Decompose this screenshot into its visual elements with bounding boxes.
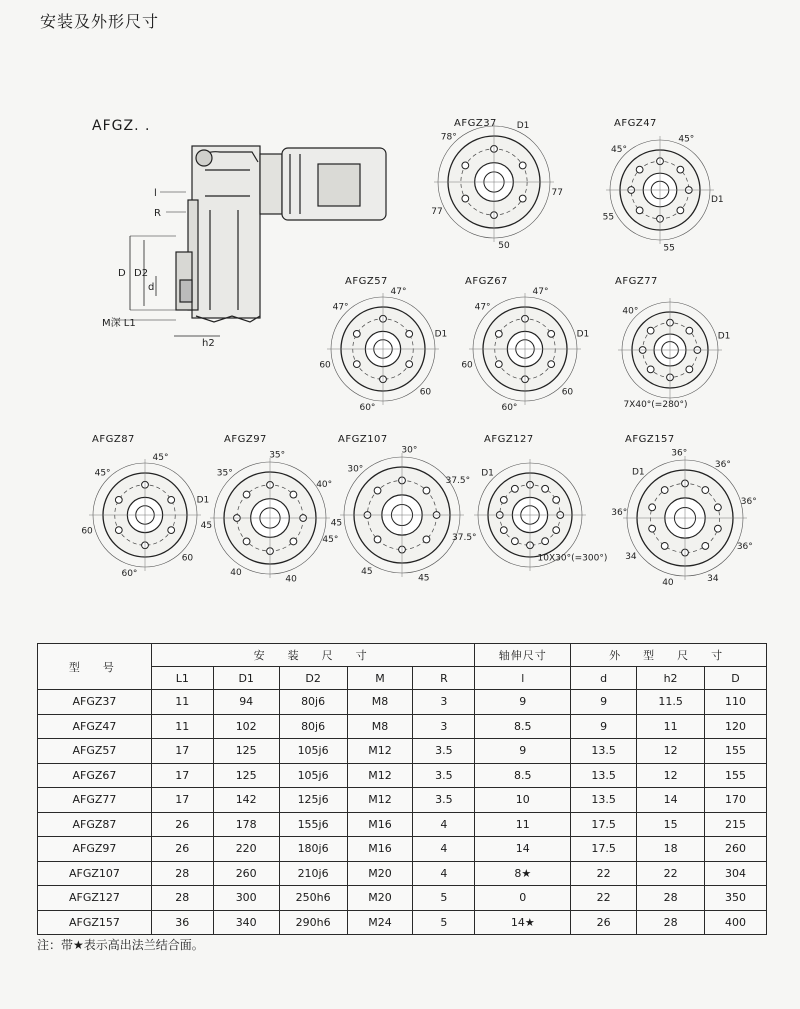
value-cell: 12 [637, 763, 705, 788]
header-D: D [705, 667, 767, 690]
flange-dimension-label: 45° [678, 134, 695, 145]
value-cell: 28 [151, 861, 213, 886]
flange-dimension-label: 40° [622, 306, 639, 317]
flange-dimension-label: 47° [332, 302, 349, 313]
value-cell: 105j6 [279, 763, 347, 788]
flange-label: AFGZ127 [484, 434, 534, 445]
value-cell: 28 [637, 910, 705, 935]
value-cell: 110 [705, 690, 767, 715]
value-cell: 155 [705, 763, 767, 788]
footnote: 注：带★表示高出法兰结合面。 [37, 938, 204, 952]
value-cell: 22 [571, 886, 637, 911]
value-cell: 12 [637, 739, 705, 764]
flange-dimension-label: D1 [717, 331, 731, 342]
table-row [38, 739, 767, 764]
value-cell: 125 [213, 739, 279, 764]
bolt-hole [636, 166, 643, 173]
value-cell: 18 [637, 837, 705, 862]
flange-dimension-label: 36° [611, 508, 628, 519]
bolt-hole [115, 527, 122, 534]
flange-dimension-label: D1 [481, 468, 494, 479]
value-cell: 9 [571, 714, 637, 739]
value-cell: 26 [151, 837, 213, 862]
flange-dimension-label: 45 [418, 573, 430, 584]
value-cell: 36 [151, 910, 213, 935]
flange-dimension-label: 55 [602, 212, 615, 223]
table-row [38, 690, 767, 715]
flange-label: AFGZ87 [92, 434, 135, 445]
table-row [38, 812, 767, 837]
value-cell: 13.5 [571, 763, 637, 788]
bolt-hole [548, 361, 555, 368]
flange-dimension-label: 34 [707, 573, 719, 584]
bolt-hole [374, 536, 381, 543]
flange-dimension-label: 35° [216, 468, 233, 479]
value-cell: 3.5 [413, 788, 475, 813]
value-cell: 8★ [475, 861, 571, 886]
value-cell: 220 [213, 837, 279, 862]
bolt-hole [519, 195, 526, 202]
flange-drawing [458, 443, 608, 587]
flange-label: AFGZ67 [465, 276, 508, 287]
bolt-hole [243, 491, 250, 498]
bolt-hole [553, 527, 560, 534]
value-cell: 170 [705, 788, 767, 813]
value-cell: 0 [475, 886, 571, 911]
value-cell: 125 [213, 763, 279, 788]
bolt-hole [542, 538, 549, 545]
value-cell: 10 [475, 788, 571, 813]
header-shaft: 轴伸尺寸 [475, 644, 571, 667]
flange-dimension-label: D1 [196, 495, 210, 506]
value-cell: M12 [347, 739, 413, 764]
bolt-hole [290, 491, 297, 498]
flange-dimension-label: D1 [434, 329, 448, 340]
value-cell: 180j6 [279, 837, 347, 862]
flange-dimension-label: 40 [230, 568, 242, 579]
table-row [38, 714, 767, 739]
value-cell: 80j6 [279, 714, 347, 739]
header-R: R [413, 667, 475, 690]
flange-dimension-label: D1 [710, 195, 724, 206]
header-install: 安 装 尺 寸 [151, 644, 475, 667]
flange-dimension-label: D1 [632, 467, 645, 478]
value-cell: 14 [475, 837, 571, 862]
value-cell: 15 [637, 812, 705, 837]
bolt-hole [647, 366, 654, 373]
flange-dimension-label: D1 [576, 329, 590, 340]
dimension-table [37, 643, 767, 935]
flange-dimension-label: 55 [663, 243, 675, 254]
flange-dimension-label: 50 [498, 241, 510, 252]
bolt-hole [500, 527, 507, 534]
flange-dimension-label: 45° [322, 535, 339, 546]
model-cell: AFGZ97 [38, 837, 152, 862]
value-cell: 3 [413, 690, 475, 715]
flange-dimension-label: 78° [440, 132, 457, 143]
value-cell: M12 [347, 788, 413, 813]
header-d: d [571, 667, 637, 690]
flange-dimension-label: D1 [516, 120, 530, 131]
flange-dimension-label: 10X30°(=300°) [537, 553, 608, 564]
table-row [38, 788, 767, 813]
value-cell: 17 [151, 788, 213, 813]
value-cell: M20 [347, 861, 413, 886]
bolt-hole [702, 543, 709, 550]
flange-drawing [607, 440, 763, 596]
value-cell: 9 [475, 739, 571, 764]
table-row [38, 861, 767, 886]
bolt-hole [406, 361, 413, 368]
dimension-table-container [37, 643, 767, 935]
model-cell: AFGZ37 [38, 690, 152, 715]
flange-dimension-label: 60 [561, 387, 574, 398]
flange-dimension-label: 45 [330, 518, 343, 529]
model-cell: AFGZ77 [38, 788, 152, 813]
bolt-hole [168, 527, 175, 534]
bolt-hole [243, 538, 250, 545]
table-row [38, 763, 767, 788]
header-model: 型 号 [38, 644, 152, 690]
bolt-hole [462, 195, 469, 202]
value-cell: 4 [413, 837, 475, 862]
value-cell: 28 [637, 886, 705, 911]
value-cell: M12 [347, 763, 413, 788]
model-cell: AFGZ67 [38, 763, 152, 788]
value-cell: 4 [413, 812, 475, 837]
flange-dimension-label: 60 [319, 360, 331, 371]
bolt-hole [115, 496, 122, 503]
flange-drawing [311, 277, 455, 421]
bolt-hole [511, 538, 518, 545]
flange-dimension-label: 60 [181, 553, 194, 564]
bolt-hole [290, 538, 297, 545]
flange-drawing [453, 277, 597, 421]
bolt-hole [495, 330, 502, 337]
value-cell: 142 [213, 788, 279, 813]
value-cell: 178 [213, 812, 279, 837]
value-cell: 155j6 [279, 812, 347, 837]
value-cell: 3 [413, 714, 475, 739]
dim-l: l [154, 188, 157, 199]
flange-dimension-label: 36° [740, 496, 757, 507]
flange-drawing [590, 120, 730, 260]
flange-dimension-label: 35° [269, 450, 286, 461]
bolt-hole [647, 327, 654, 334]
table-group-header-row [38, 644, 767, 667]
bolt-hole [374, 487, 381, 494]
bolt-hole [495, 361, 502, 368]
value-cell: 14 [637, 788, 705, 813]
flange-dimension-label: 60° [121, 568, 138, 579]
value-cell: 11 [151, 690, 213, 715]
flange-label: AFGZ157 [625, 434, 675, 445]
bolt-hole [649, 525, 656, 532]
value-cell: 17 [151, 739, 213, 764]
flange-dimension-label: 36° [714, 459, 731, 470]
model-cell: AFGZ107 [38, 861, 152, 886]
flange-dimension-label: 30° [401, 445, 418, 456]
value-cell: 14★ [475, 910, 571, 935]
value-cell: 9 [571, 690, 637, 715]
value-cell: M8 [347, 714, 413, 739]
value-cell: 11.5 [637, 690, 705, 715]
dim-M: M深 L1 [102, 318, 136, 329]
dim-d: d [148, 282, 155, 293]
flange-label: AFGZ37 [454, 118, 497, 129]
main-drawing-label: AFGZ. . [92, 118, 151, 134]
bolt-hole [519, 162, 526, 169]
model-cell: AFGZ57 [38, 739, 152, 764]
value-cell: M8 [347, 690, 413, 715]
value-cell: 105j6 [279, 739, 347, 764]
value-cell: 22 [571, 861, 637, 886]
bolt-hole [714, 525, 721, 532]
header-D1: D1 [213, 667, 279, 690]
model-cell: AFGZ87 [38, 812, 152, 837]
flange-dimension-label: 37.5° [445, 475, 471, 486]
flange-dimension-label: 60 [419, 387, 432, 398]
value-cell: 28 [151, 886, 213, 911]
header-D2: D2 [279, 667, 347, 690]
value-cell: 300 [213, 886, 279, 911]
value-cell: 340 [213, 910, 279, 935]
dim-D: D [118, 268, 126, 279]
table-row [38, 837, 767, 862]
flange-dimension-label: 77 [551, 188, 563, 199]
flange-drawing [602, 282, 738, 418]
bolt-hole [500, 496, 507, 503]
dim-h2: h2 [202, 338, 215, 349]
header-h2: h2 [637, 667, 705, 690]
value-cell: M16 [347, 837, 413, 862]
flange-dimension-label: 45° [611, 144, 627, 155]
flange-label: AFGZ107 [338, 434, 388, 445]
flange-dimension-label: 45 [361, 566, 373, 577]
flange-drawing [324, 437, 480, 593]
value-cell: 5 [413, 886, 475, 911]
bolt-hole [636, 207, 643, 214]
value-cell: 11 [151, 714, 213, 739]
bolt-hole [661, 487, 668, 494]
flange-dimension-label: 45 [200, 521, 213, 532]
value-cell: 260 [705, 837, 767, 862]
value-cell: 350 [705, 886, 767, 911]
flange-dimension-label: 36° [736, 541, 753, 552]
model-cell: AFGZ127 [38, 886, 152, 911]
flange-dimension-label: 45° [152, 453, 169, 464]
value-cell: 13.5 [571, 788, 637, 813]
flange-label: AFGZ57 [345, 276, 388, 287]
flange-dimension-label: 60° [501, 402, 518, 413]
header-outline: 外 型 尺 寸 [571, 644, 767, 667]
value-cell: 8.5 [475, 763, 571, 788]
value-cell: 26 [571, 910, 637, 935]
value-cell: 304 [705, 861, 767, 886]
table-row [38, 886, 767, 911]
bolt-hole [423, 487, 430, 494]
value-cell: 155 [705, 739, 767, 764]
value-cell: 3.5 [413, 739, 475, 764]
value-cell: 94 [213, 690, 279, 715]
value-cell: 250h6 [279, 886, 347, 911]
bolt-hole [553, 496, 560, 503]
value-cell: 17 [151, 763, 213, 788]
flange-label: AFGZ97 [224, 434, 267, 445]
value-cell: M20 [347, 886, 413, 911]
value-cell: 11 [637, 714, 705, 739]
flange-dimension-label: 60 [81, 526, 93, 537]
header-l: l [475, 667, 571, 690]
bolt-hole [353, 361, 360, 368]
flange-drawing [418, 106, 570, 258]
model-cell: AFGZ47 [38, 714, 152, 739]
value-cell: 4 [413, 861, 475, 886]
bolt-hole [714, 504, 721, 511]
flange-dimension-label: 36° [671, 448, 688, 459]
dim-R: R [154, 208, 161, 219]
flange-dimension-label: 60° [359, 402, 376, 413]
flange-dimension-label: 47° [390, 287, 407, 298]
flange-dimension-label: 40° [316, 479, 333, 490]
flange-label: AFGZ77 [615, 276, 658, 287]
bolt-hole [423, 536, 430, 543]
flange-dimension-label: 30° [347, 464, 364, 475]
bolt-hole [542, 485, 549, 492]
value-cell: 5 [413, 910, 475, 935]
model-cell: AFGZ157 [38, 910, 152, 935]
value-cell: 11 [475, 812, 571, 837]
flange-dimension-label: 37.5° [452, 532, 477, 543]
bolt-hole [406, 330, 413, 337]
bolt-hole [677, 207, 684, 214]
bolt-hole [548, 330, 555, 337]
value-cell: 9 [475, 690, 571, 715]
value-cell: 290h6 [279, 910, 347, 935]
bolt-hole [686, 327, 693, 334]
value-cell: 210j6 [279, 861, 347, 886]
bolt-hole [353, 330, 360, 337]
value-cell: 17.5 [571, 837, 637, 862]
value-cell: 13.5 [571, 739, 637, 764]
flange-dimension-label: 47° [474, 302, 491, 313]
value-cell: 260 [213, 861, 279, 886]
flange-dimension-label: 45° [94, 468, 111, 479]
value-cell: M24 [347, 910, 413, 935]
dim-D2: D2 [134, 268, 149, 279]
flange-dimension-label: 77 [431, 207, 443, 218]
value-cell: 3.5 [413, 763, 475, 788]
bolt-hole [462, 162, 469, 169]
value-cell: 26 [151, 812, 213, 837]
value-cell: 8.5 [475, 714, 571, 739]
header-L1: L1 [151, 667, 213, 690]
flange-dimension-label: 34 [625, 551, 637, 562]
value-cell: M16 [347, 812, 413, 837]
value-cell: 215 [705, 812, 767, 837]
value-cell: 22 [637, 861, 705, 886]
value-cell: 80j6 [279, 690, 347, 715]
bolt-hole [649, 504, 656, 511]
value-cell: 125j6 [279, 788, 347, 813]
page-title: 安装及外形尺寸 [40, 12, 160, 31]
flange-dimension-label: 40 [285, 574, 297, 585]
flange-dimension-label: 60 [461, 360, 473, 371]
flange-dimension-label: 40 [662, 577, 674, 588]
bolt-hole [168, 496, 175, 503]
flange-dimension-label: 47° [532, 287, 549, 298]
bolt-hole [702, 487, 709, 494]
bolt-hole [686, 366, 693, 373]
flange-label: AFGZ47 [614, 118, 657, 129]
value-cell: 120 [705, 714, 767, 739]
value-cell: 400 [705, 910, 767, 935]
flange-dimension-label: 7X40°(=280°) [623, 400, 688, 411]
value-cell: 17.5 [571, 812, 637, 837]
bolt-hole [677, 166, 684, 173]
bolt-hole [661, 543, 668, 550]
header-M: M [347, 667, 413, 690]
table-row [38, 910, 767, 935]
bolt-hole [511, 485, 518, 492]
value-cell: 102 [213, 714, 279, 739]
